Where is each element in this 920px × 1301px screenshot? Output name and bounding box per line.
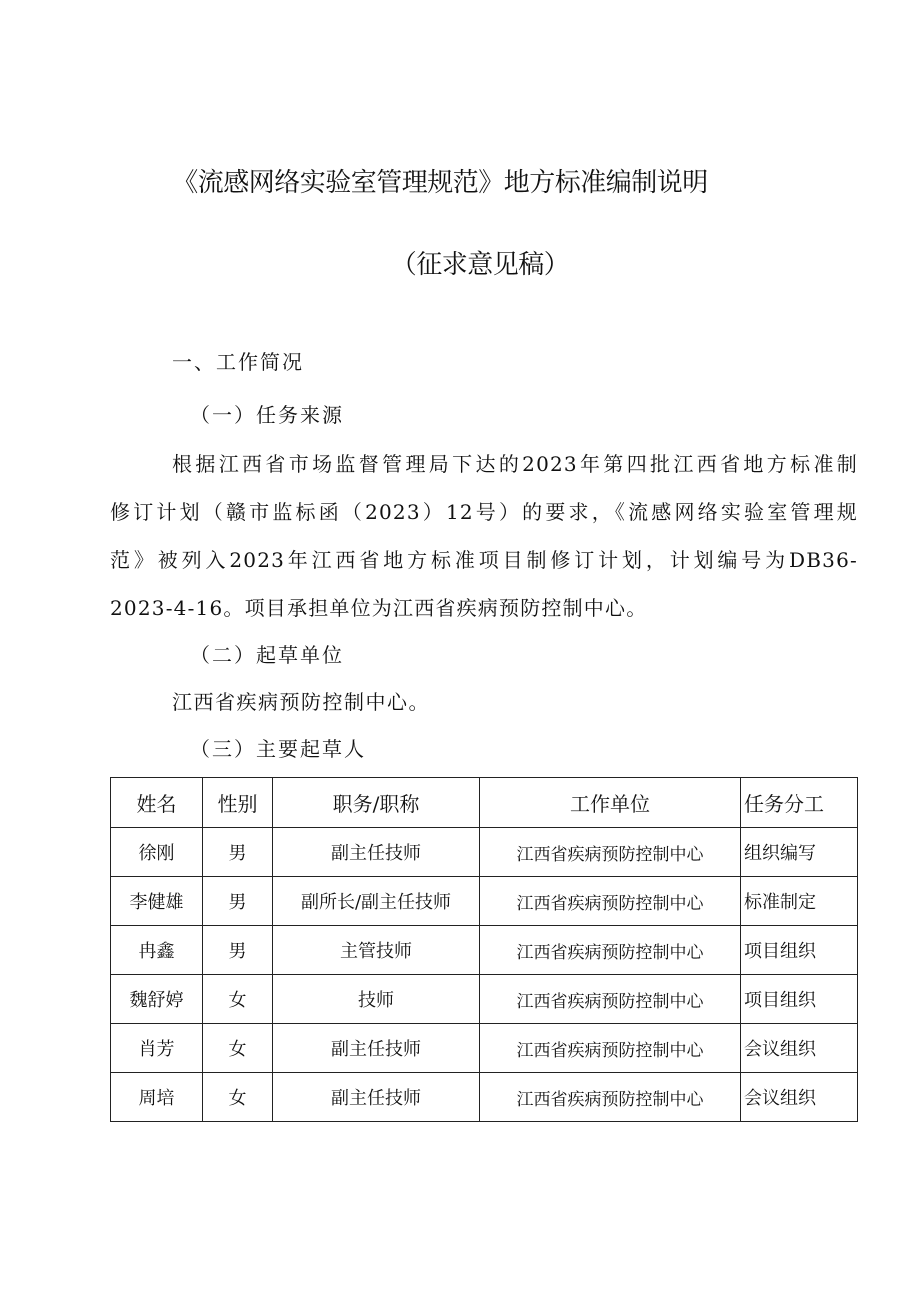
- paragraph-line: 2023-4-16。项目承担单位为江西省疾病预防控制中心。: [110, 596, 648, 620]
- cell-task: 会议组织: [741, 1073, 858, 1122]
- cell-unit: 江西省疾病预防控制中心: [480, 877, 741, 926]
- cell-title: 副主任技师: [273, 828, 480, 877]
- table-row: [111, 877, 858, 926]
- cell-task: 项目组织: [741, 926, 858, 975]
- subsection-heading-drafting-unit: （二）起草单位: [190, 643, 344, 667]
- paragraph-line: 范》被列入2023年江西省地方标准项目制修订计划，计划编号为DB36-: [110, 548, 858, 572]
- cell-name: 徐刚: [111, 828, 203, 877]
- subsection-heading-main-drafters: （三）主要起草人: [190, 737, 366, 761]
- subsection-heading-task-source: （一）任务来源: [190, 403, 344, 427]
- cell-name: 魏舒婷: [111, 975, 203, 1024]
- cell-title: 副所长/副主任技师: [273, 877, 480, 926]
- cell-gender: 女: [203, 975, 273, 1024]
- cell-unit: 江西省疾病预防控制中心: [480, 828, 741, 877]
- cell-name: 李健雄: [111, 877, 203, 926]
- header-task: 任务分工: [741, 778, 858, 828]
- cell-title: 技师: [273, 975, 480, 1024]
- table-row: [111, 828, 858, 877]
- cell-gender: 女: [203, 1073, 273, 1122]
- header-name: 姓名: [111, 778, 203, 828]
- cell-name: 肖芳: [111, 1024, 203, 1073]
- cell-gender: 男: [203, 828, 273, 877]
- table-row: [111, 975, 858, 1024]
- cell-gender: 女: [203, 1024, 273, 1073]
- section-heading-work-overview: 一、工作简况: [172, 350, 304, 374]
- cell-gender: 男: [203, 926, 273, 975]
- header-unit: 工作单位: [480, 778, 741, 828]
- cell-title: 主管技师: [273, 926, 480, 975]
- cell-title: 副主任技师: [273, 1073, 480, 1122]
- table-row: [111, 1024, 858, 1073]
- table-header-row: [111, 778, 858, 828]
- cell-name: 冉鑫: [111, 926, 203, 975]
- cell-gender: 男: [203, 877, 273, 926]
- cell-title: 副主任技师: [273, 1024, 480, 1073]
- cell-unit: 江西省疾病预防控制中心: [480, 1073, 741, 1122]
- task-source-paragraph: [110, 440, 858, 632]
- table-row: [111, 1073, 858, 1122]
- cell-task: 会议组织: [741, 1024, 858, 1073]
- cell-unit: 江西省疾病预防控制中心: [480, 975, 741, 1024]
- paragraph-line: 根据江西省市场监督管理局下达的2023年第四批江西省地方标准制: [172, 452, 858, 476]
- document-subtitle: （征求意见稿）: [390, 250, 570, 280]
- cell-name: 周培: [111, 1073, 203, 1122]
- paragraph-line: 修订计划（赣市监标函（2023）12号）的要求，《流感网络实验室管理规: [110, 500, 858, 524]
- header-title: 职务/职称: [273, 778, 480, 828]
- drafting-unit-text: 江西省疾病预防控制中心。: [172, 690, 430, 714]
- cell-unit: 江西省疾病预防控制中心: [480, 926, 741, 975]
- table-row: [111, 926, 858, 975]
- document-title: 《流感网络实验室管理规范》地方标准编制说明: [172, 168, 708, 198]
- cell-task: 项目组织: [741, 975, 858, 1024]
- cell-unit: 江西省疾病预防控制中心: [480, 1024, 741, 1073]
- header-gender: 性别: [203, 778, 273, 828]
- cell-task: 组织编写: [741, 828, 858, 877]
- drafters-table: [110, 777, 858, 1122]
- cell-task: 标准制定: [741, 877, 858, 926]
